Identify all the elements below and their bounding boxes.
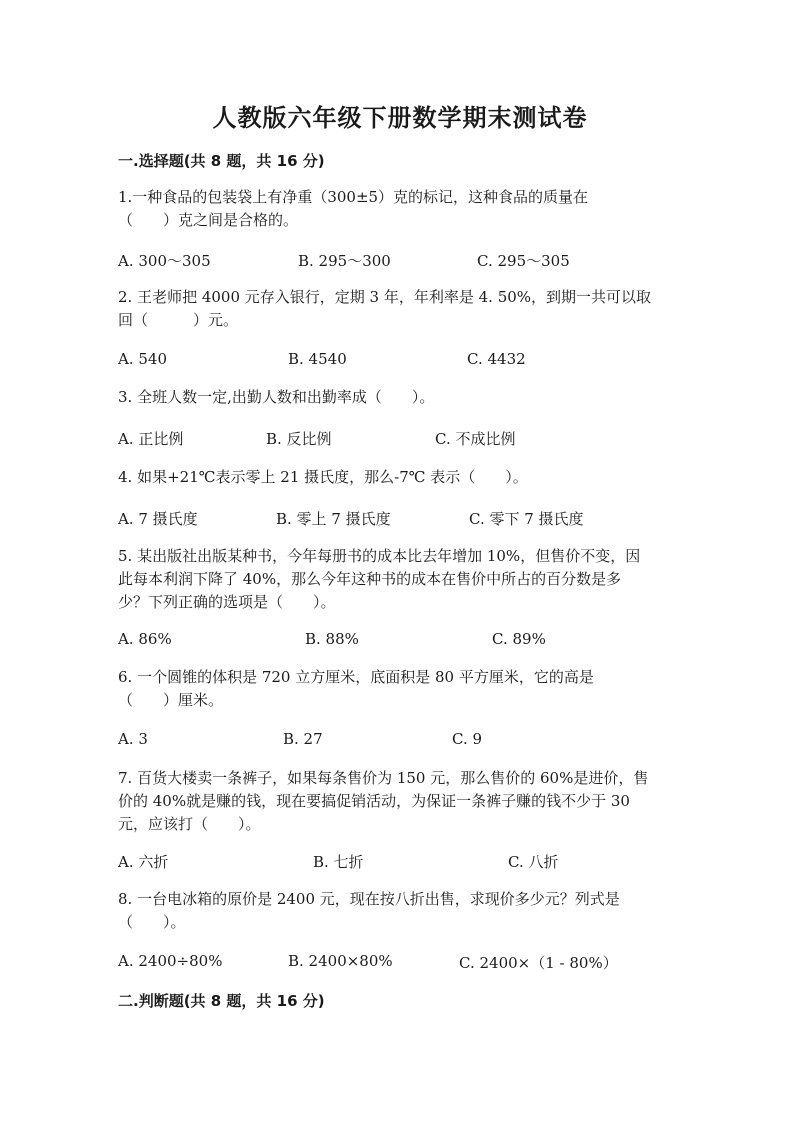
question-line: 回（ ）元。 [118, 311, 239, 329]
option-a: A. 2400÷80% [118, 952, 223, 970]
question-line: 6. 一个圆锥的体积是 720 立方厘米，底面积是 80 平方厘米，它的高是 [118, 668, 594, 686]
question-2 [118, 286, 658, 332]
option-c: C. 295～305 [477, 252, 570, 270]
options-5 [118, 630, 678, 652]
page-title: 人教版六年级下册数学期末测试卷 [212, 104, 588, 132]
option-a: A. 六折 [118, 853, 169, 871]
option-b: B. 88% [305, 630, 359, 648]
question-line: 元，应该打（ ）。 [118, 815, 261, 833]
option-a: A. 7 摄氏度 [118, 510, 198, 528]
question-8 [118, 888, 658, 934]
option-c: C. 八折 [508, 853, 559, 871]
question-line: 1.一种食品的包装袋上有净重（300±5）克的标记，这种食品的质量在 [118, 188, 589, 206]
question-line: 2. 王老师把 4000 元存入银行，定期 3 年，年利率是 4. 50%，到期一共可以取 [118, 288, 652, 306]
option-b: B. 295～300 [298, 252, 391, 270]
options-1 [118, 250, 678, 272]
question-line: 价的 40%就是赚的钱，现在要搞促销活动，为保证一条裤子赚的钱不少于 30 [118, 792, 630, 810]
options-2 [118, 350, 678, 372]
options-7 [118, 851, 678, 873]
question-line: 3. 全班人数一定,出勤人数和出勤率成（ ）。 [118, 388, 435, 406]
question-line: 此每本利润下降了 40%，那么今年这种书的成本在售价中所占的百分数是多 [118, 570, 622, 588]
question-4 [118, 466, 658, 489]
option-c: C. 不成比例 [435, 430, 516, 448]
question-line: 7. 百货大楼卖一条裤子，如果每条售价为 150 元，那么售价的 60%是进价，售 [118, 769, 649, 787]
question-7 [118, 767, 658, 836]
option-c: C. 4432 [467, 350, 526, 368]
options-6 [118, 730, 678, 752]
section-heading-judgment: 二.判断题(共 8 题，共 16 分) [118, 992, 325, 1010]
options-3 [118, 428, 678, 450]
question-3 [118, 386, 658, 409]
question-line: （ ）克之间是合格的。 [118, 211, 299, 229]
section-heading-choice: 一.选择题(共 8 题，共 16 分) [118, 152, 325, 170]
option-b: B. 七折 [313, 853, 364, 871]
option-c: C. 2400×（1 - 80%） [459, 954, 618, 972]
option-b: B. 反比例 [266, 430, 332, 448]
option-a: A. 86% [118, 630, 172, 648]
option-b: B. 4540 [288, 350, 347, 368]
option-c: C. 89% [492, 630, 546, 648]
question-line: 4. 如果+21℃表示零上 21 摄氏度，那么-7℃ 表示（ ）。 [118, 468, 528, 486]
option-c: C. 9 [452, 730, 483, 748]
option-c: C. 零下 7 摄氏度 [469, 510, 584, 528]
option-a: A. 3 [118, 730, 148, 748]
options-4 [118, 508, 678, 530]
question-line: 少？下列正确的选项是（ ）。 [118, 593, 336, 611]
option-b: B. 零上 7 摄氏度 [276, 510, 391, 528]
question-1 [118, 186, 658, 232]
option-b: B. 2400×80% [288, 952, 393, 970]
question-line: （ ）厘米。 [118, 691, 224, 709]
question-line: 8. 一台电冰箱的原价是 2400 元，现在按八折出售，求现价多少元？列式是 [118, 890, 620, 908]
option-a: A. 540 [118, 350, 167, 368]
question-line: 5. 某出版社出版某种书，今年每册书的成本比去年增加 10%，但售价不变，因 [118, 547, 641, 565]
option-a: A. 正比例 [118, 430, 184, 448]
option-a: A. 300～305 [118, 252, 211, 270]
question-6 [118, 666, 658, 712]
option-b: B. 27 [283, 730, 323, 748]
question-line: （ ）。 [118, 913, 186, 931]
options-8 [118, 952, 678, 974]
question-5 [118, 545, 658, 614]
